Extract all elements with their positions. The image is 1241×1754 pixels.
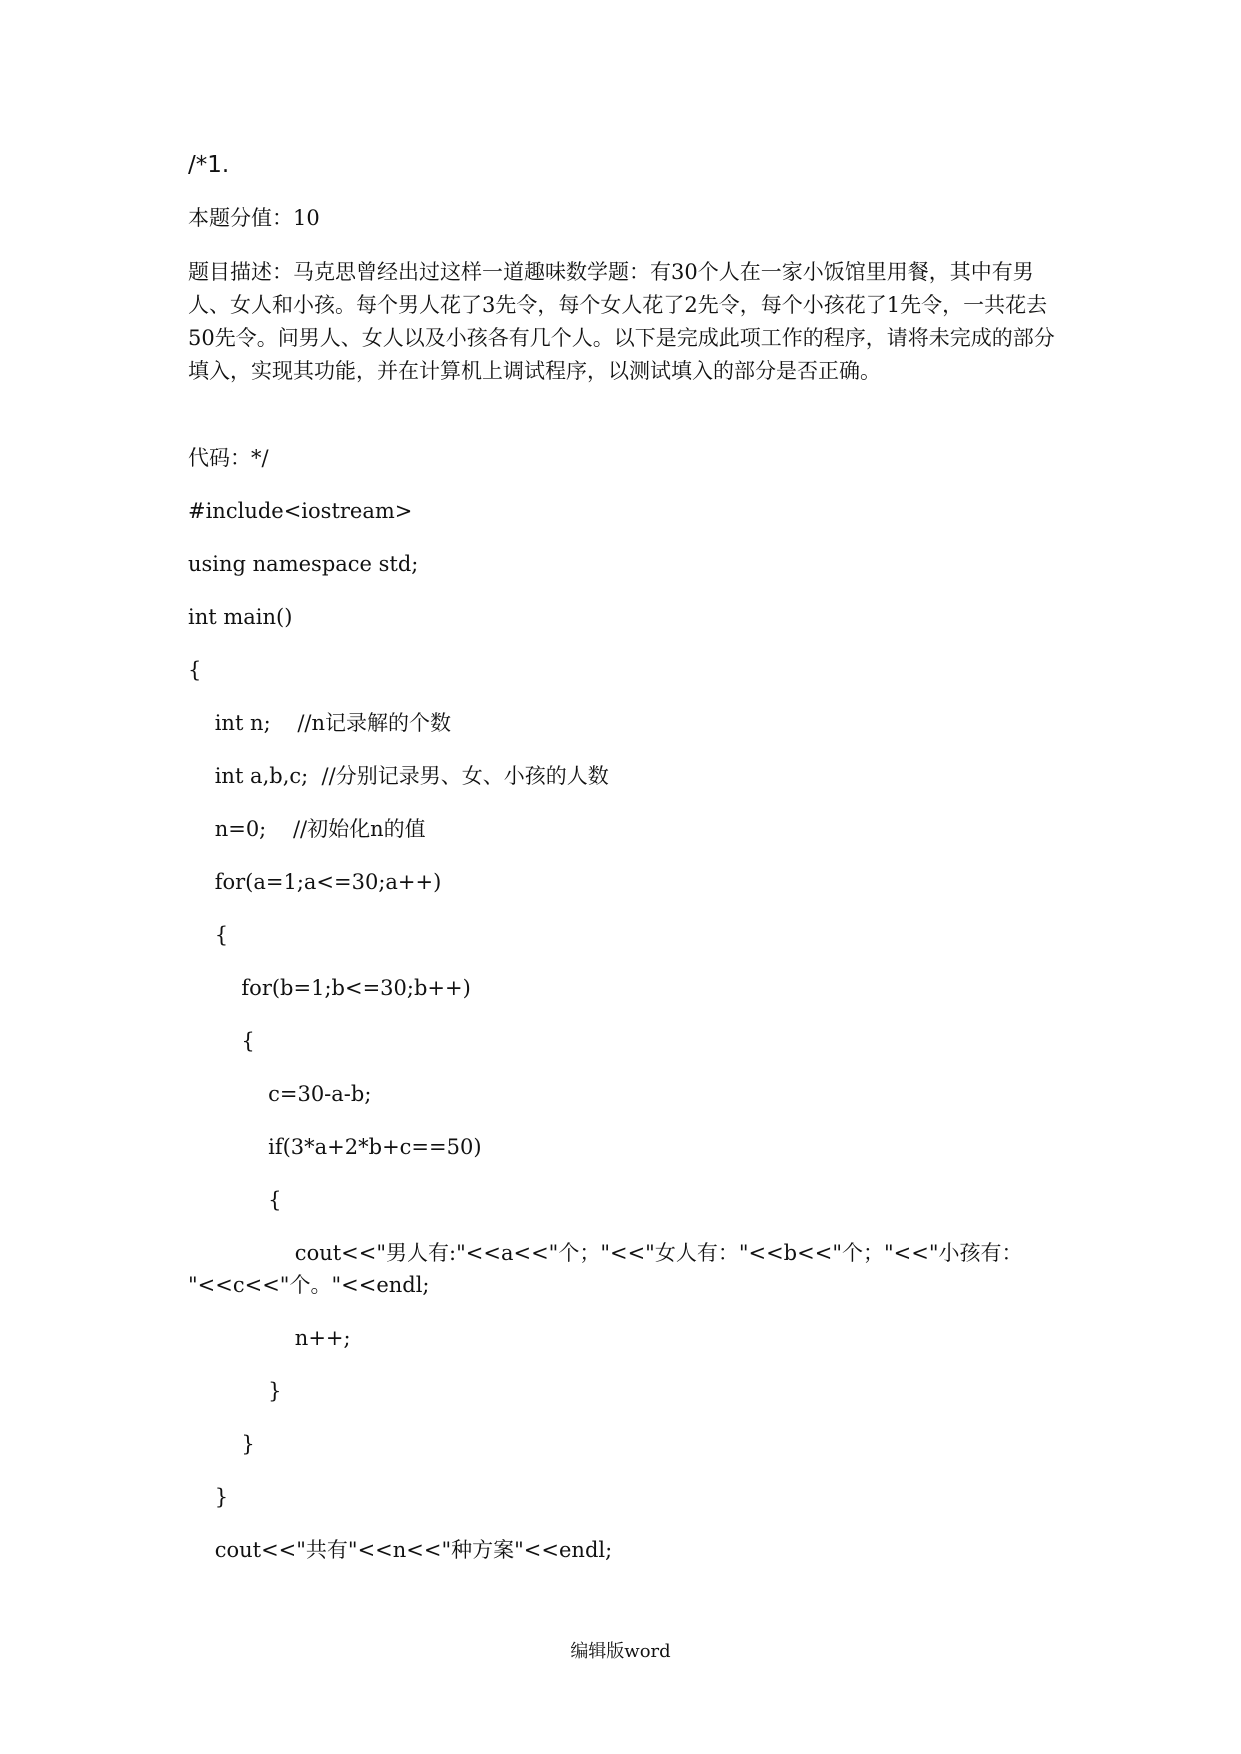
code-label: 代码：*/ bbox=[188, 446, 269, 470]
problem-heading: /*1. bbox=[188, 152, 230, 178]
code-line-cout-total: cout<<"共有"<<n<<"种方案"<<endl; bbox=[188, 1538, 613, 1562]
code-line-int-n: int n; //n记录解的个数 bbox=[188, 711, 452, 735]
score-line: 本题分值：10 bbox=[188, 206, 320, 230]
code-line-include: #include<iostream> bbox=[188, 499, 413, 523]
code-line-int-abc: int a,b,c; //分别记录男、女、小孩的人数 bbox=[188, 764, 609, 788]
code-line-if: if(3*a+2*b+c==50) bbox=[188, 1135, 482, 1159]
code-line-brace-b: { bbox=[188, 1029, 255, 1053]
code-line-close-b: } bbox=[188, 1432, 255, 1456]
code-line-for-a: for(a=1;a<=30;a++) bbox=[188, 870, 442, 894]
page-footer: 编辑版word bbox=[570, 1641, 671, 1662]
code-line-brace-if: { bbox=[188, 1188, 282, 1212]
problem-description: 题目描述：马克思曾经出过这样一道趣味数学题：有30个人在一家小饭馆里用餐，其中有男人、女人和小孩。每个男人花了3先令，每个女人花了2先令，每个小孩花了1先令，一共花去50先令。问男人、女人以及小孩各有几个人。以下是完成此项工作的程序，请将未完成的部分填入，实现其功能，并在计算机上调试程序，以测试填入的部分是否正确。 bbox=[188, 260, 1055, 383]
code-line-using: using namespace std; bbox=[188, 552, 419, 576]
code-line-n-init: n=0; //初始化n的值 bbox=[188, 817, 426, 841]
code-line-for-b: for(b=1;b<=30;b++) bbox=[188, 976, 471, 1000]
code-line-open-brace: { bbox=[188, 658, 202, 682]
code-line-close-if: } bbox=[188, 1379, 282, 1403]
code-line-close-a: } bbox=[188, 1485, 229, 1509]
code-line-n-increment: n++; bbox=[188, 1326, 351, 1350]
code-line-c-assign: c=30-a-b; bbox=[188, 1082, 372, 1106]
code-line-cout-result-cont: "<<c<<"个。"<<endl; bbox=[188, 1273, 430, 1297]
code-line-cout-result: cout<<"男人有:"<<a<<"个；"<<"女人有："<<b<<"个；"<<"小孩有： bbox=[188, 1241, 1023, 1265]
code-line-brace-a: { bbox=[188, 923, 229, 947]
code-line-main: int main() bbox=[188, 605, 293, 629]
